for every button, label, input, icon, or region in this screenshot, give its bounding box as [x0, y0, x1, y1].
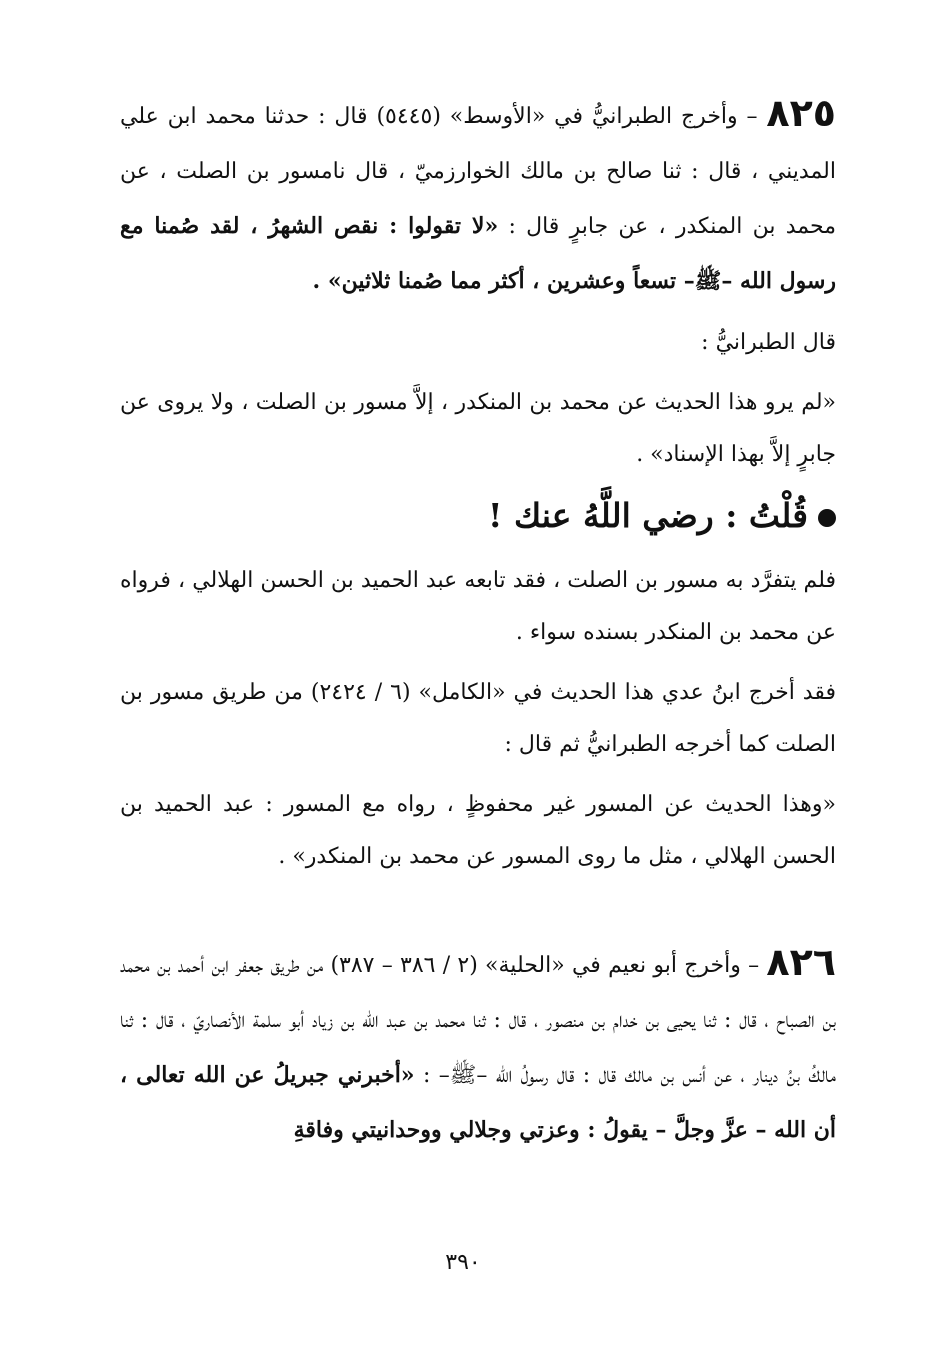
hadith-number: ٨٢٥ — [766, 91, 836, 135]
hadith-matn: «لا تقولوا : نقص الشهرُ ، لقد صُمنا مع رسول الله –ﷺ– تسعاً وعشرين ، أكثر مما صُمنا ثلاثين» . — [120, 213, 836, 294]
hadith-826 — [120, 935, 836, 1158]
hadith-number: ٨٢٦ — [766, 940, 836, 984]
paragraph-1: فلم يتفرَّد به مسور بن الصلت ، فقد تابعه عبد الحميد بن الحسن الهلالي ، فرواه عن محمد بن المنكدر بسنده سواء . — [120, 568, 836, 645]
paragraph-2: فقد أخرج ابنُ عدي هذا الحديث في «الكامل» (٦ / ٢٤٢٤) من طريق مسور بن الصلت كما أخرجه الطبرانيُّ ثم قال : — [120, 680, 836, 757]
paragraph-3: «وهذا الحديث عن المسور غير محفوظٍ ، رواه مع المسور : عبد الحميد بن الحسن الهلالي ، مثل ما روى المسور عن محمد بن المنكدر» . — [120, 792, 836, 869]
heading-text: قُلْتُ : رضي اللَّهُ عنك ! — [488, 496, 808, 535]
hadith-matn: «أخبرني جبريلُ عن الله تعالى ، أن الله – عزَّ وجلَّ – يقولُ : وعزتي وجلالي ووحدانيتي وفاقةِ — [120, 1062, 836, 1143]
page-body — [120, 86, 836, 1158]
tabarani-quote: «لم يرو هذا الحديث عن محمد بن المنكدر ، إلاَّ مسور بن الصلت ، ولا يروى عن جابرٍ إلاَّ بهذا الإسناد» . — [120, 390, 836, 467]
hadith-825 — [120, 86, 836, 309]
section-heading — [120, 485, 836, 547]
bullet-icon — [818, 509, 836, 527]
tabarani-said: قال الطبرانيُّ : — [701, 330, 836, 355]
hadith-isnad: – وأخرج الطبرانيُّ في «الأوسط» (٥٤٤٥) قال : حدثنا محمد ابن علي المديني ، قال : ثنا صالح بن مالك الخوارزميّ ، قال نامسور بن الصلت ، عن محمد بن المنكدر ، عن جابرٍ قال : — [120, 104, 836, 239]
hadith-isnad: – وأخرج أبو نعيم في «الحلية» (٢ / ٣٨٦ – ٣٨٧) من طريق جعفر ابن أحمد بن محمد بن الصباح ، قال : ثنا يحيى بن خدام بن منصور ، قال : ثنا محمد بن عبد الله بن زياد أبو سلمة الأنصاريّ ، قال : ثنا مالكُ بنُ دينار ، عن أنس بن مالك قال : قال رسولُ الله –ﷺ– : — [120, 953, 836, 1088]
page-number: ٣٩٠ — [445, 1250, 481, 1275]
spacer — [120, 883, 836, 935]
